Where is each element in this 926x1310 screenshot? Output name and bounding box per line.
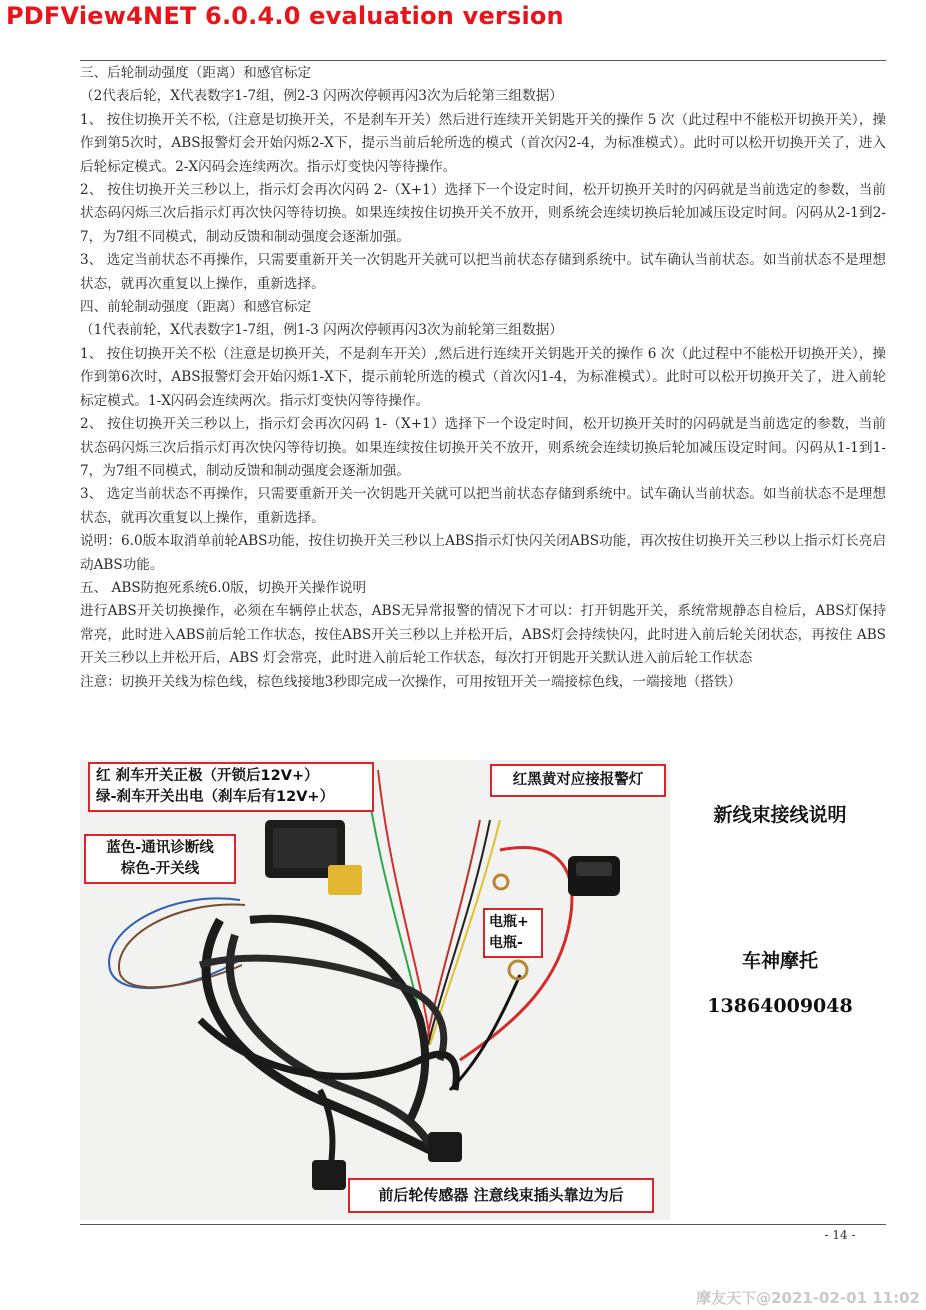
rear-step-1: 1、 按住切换开关不松,（注意是切换开关，不是刹车开关）然后进行连续开关钥匙开关的操作 5 次（此过程中不能松开切换开关），操作到第5次时，ABS报警灯会开始闪烁2-X下，提示当前后轮所选的模式（首次闪2-4，为标准模式）。此时可以松开切换开关了，进入后轮标定模式。2-X闪码会连续两次。指示灯变快闪等待操作。 — [80, 111, 886, 175]
evaluation-watermark: PDFView4NET 6.0.4.0 evaluation version — [6, 2, 564, 30]
callout-brake-switch-line-2: 绿-刹车开关出电（刹车后有12V+） — [96, 789, 335, 805]
rear-step-3: 3、 选定当前状态不再操作，只需要重新开关一次钥匙开关就可以把当前状态存储到系统中。试车确认当前状态。如当前状态不是理想状态，就再次重复以上操作，重新选择。 — [80, 252, 886, 292]
document-body — [80, 62, 886, 694]
callout-battery-positive: 电瓶+ — [489, 914, 529, 930]
footer-rule — [80, 1224, 886, 1225]
front-note: （1代表前轮，X代表数字1-7组，例1-3 闪两次停顿再闪3次为前轮第三组数据） — [80, 322, 563, 339]
harness-illustration — [80, 760, 670, 1220]
page-number: - 14 - — [824, 1228, 856, 1242]
heading-switch-operation: 五、 ABS防抱死系统6.0版，切换开关操作说明 — [80, 579, 367, 596]
forum-watermark: 摩友天下@2021-02-01 11:02 — [696, 1289, 920, 1307]
callout-diagnostic-line-2: 棕色-开关线 — [120, 861, 200, 877]
header-rule — [80, 60, 886, 61]
callout-battery — [483, 908, 543, 958]
front-step-2: 2、 按住切换开关三秒以上，指示灯会再次闪码 1-（X+1）选择下一个设定时间，松开切换开关时的闪码就是当前选定的参数，当前状态码闪烁三次后指示灯再次快闪等待切换。如果连续按住切换开关不放开，则系统会连续切换后轮加减压设定时间。闪码从1-1到1-7，为7组不同模式，制动反馈和制动强度会逐渐加强。 — [80, 416, 886, 479]
callout-diagnostic — [84, 834, 236, 884]
callout-brake-switch — [88, 762, 374, 812]
callout-diagnostic-line-1: 蓝色-通讯诊断线 — [106, 840, 214, 856]
callout-warning-light: 红黑黄对应接报警灯 — [490, 764, 666, 797]
switch-operation-text: 进行ABS开关切换操作，必须在车辆停止状态，ABS无异常报警的情况下才可以：打开钥匙开关，系统常规静态自检后，ABS灯保持常亮，此时进入ABS前后轮工作状态，按住ABS开关三秒以上并松开后，ABS灯会持续快闪，此时进入前后轮关闭状态，再按住 ABS 开关三秒以上并松开后，ABS 灯会常亮，此时进入前后轮工作状态，每次打开钥匙开关默认进入前后轮工作状态 — [80, 603, 886, 667]
harness-title: 新线束接线说明 — [713, 804, 847, 826]
wiring-caution: 注意：切换开关线为棕色线，棕色线接地3秒即完成一次操作，可用按钮开关一端接棕色线，一端接地（搭铁） — [80, 673, 742, 690]
brand-name: 车神摩托 — [741, 950, 818, 972]
contact-phone: 13864009048 — [707, 995, 853, 1017]
heading-front-calibration: 四、前轮制动强度（距离）和感官标定 — [80, 299, 312, 316]
callout-brake-switch-line-1: 红 刹车开关正极（开锁后12V+） — [96, 768, 319, 784]
rear-note: （2代表后轮，X代表数字1-7组，例2-3 闪两次停顿再闪3次为后轮第三组数据） — [80, 88, 563, 105]
callout-wheel-sensors: 前后轮传感器 注意线束插头靠边为后 — [348, 1178, 654, 1213]
callout-battery-negative: 电瓶- — [489, 935, 523, 951]
wiring-harness-photo — [80, 760, 670, 1220]
front-step-1: 1、 按住切换开关不松（注意是切换开关，不是刹车开关）,然后进行连续开关钥匙开关的操作 6 次（此过程中不能松开切换开关），操作到第6次时，ABS报警灯会开始闪烁1-X下，提示前轮所选的模式（首次闪1-4，为标准模式）。此时可以松开切换开关了，进入前轮标定模式。1-X闪码会连续两次。指示灯变快闪等待操作。 — [80, 345, 886, 409]
heading-rear-calibration: 三、后轮制动强度（距离）和感官标定 — [80, 65, 312, 81]
version-note: 说明：6.0版本取消单前轮ABS功能，按住切换开关三秒以上ABS指示灯快闪关闭ABS功能，再次按住切换开关三秒以上指示灯长亮启动ABS功能。 — [80, 533, 886, 573]
rear-step-2: 2、 按住切换开关三秒以上，指示灯会再次闪码 2-（X+1）选择下一个设定时间，松开切换开关时的闪码就是当前选定的参数，当前状态码闪烁三次后指示灯再次快闪等待切换。如果连续按住切换开关不放开，则系统会连续切换后轮加减压设定时间。闪码从2-1到2-7，为7组不同模式，制动反馈和制动强度会逐渐加强。 — [80, 182, 886, 245]
front-step-3: 3、 选定当前状态不再操作，只需要重新开关一次钥匙开关就可以把当前状态存储到系统中。试车确认当前状态。如当前状态不是理想状态，就再次重复以上操作，重新选择。 — [80, 486, 886, 526]
